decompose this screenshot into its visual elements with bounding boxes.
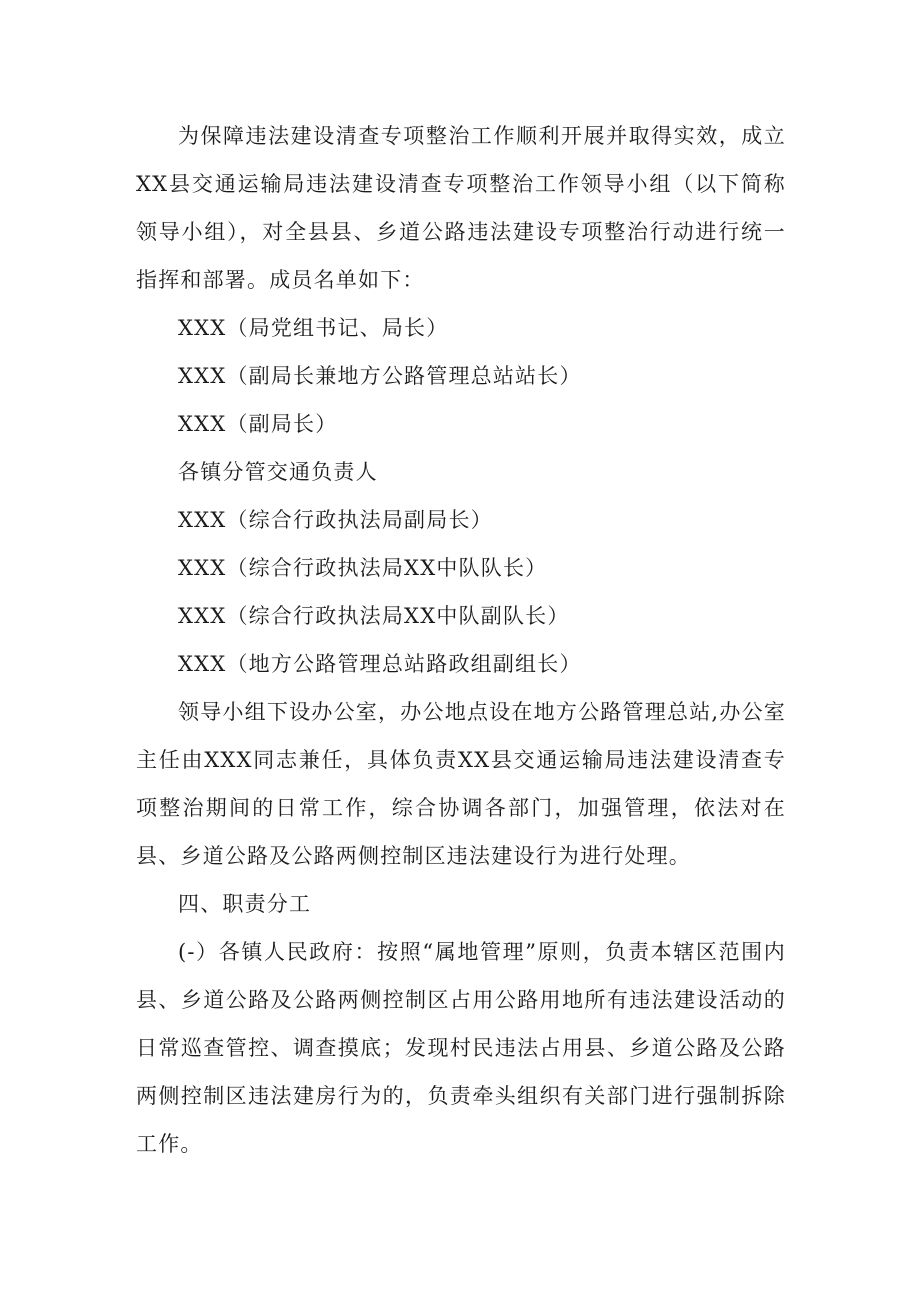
member-item: XXX（副局长兼地方公路管理总站站长） [178,364,582,388]
member-item: XXX（综合行政执法局副局长） [178,508,493,532]
member-item: XXX（副局长） [178,412,338,436]
duty-paragraph: (-）各镇人民政府：按照“属地管理”原则，负责本辖区范围内县、乡道公路及公路两侧控制区占用公路用地所有违法建设活动的日常巡查管控、调查摸底；发现村民违法占用县、乡道公路及公路两侧控制区违法建房行为的，负责牵头组织有关部门进行强制拆除工作。 [136,940,786,1156]
member-item: XXX（综合行政执法局XX中队副队长） [178,604,570,628]
member-item: 各镇分管交通负责人 [178,460,378,484]
member-item: XXX（综合行政执法局XX中队队长） [178,556,548,580]
member-list [136,304,786,688]
intro-paragraph: 为保障违法建设清查专项整治工作顺利开展并取得实效，成立XX县交通运输局违法建设清查专项整治工作领导小组（以下简称领导小组），对全县县、乡道公路违法建设专项整治行动进行统一指挥和部署。成员名单如下： [136,124,786,292]
section-heading: 四、职责分工 [178,892,312,916]
office-paragraph: 领导小组下设办公室，办公地点设在地方公路管理总站,办公室主任由XXX同志兼任，具体负责XX县交通运输局违法建设清查专项整治期间的日常工作，综合协调各部门，加强管理，依法对在县、乡道公路及公路两侧控制区违法建设行为进行处理。 [136,700,786,868]
document-body [136,112,786,1168]
member-item: XXX（地方公路管理总站路政组副组长） [178,652,582,676]
member-item: XXX（局党组书记、局长） [178,316,449,340]
